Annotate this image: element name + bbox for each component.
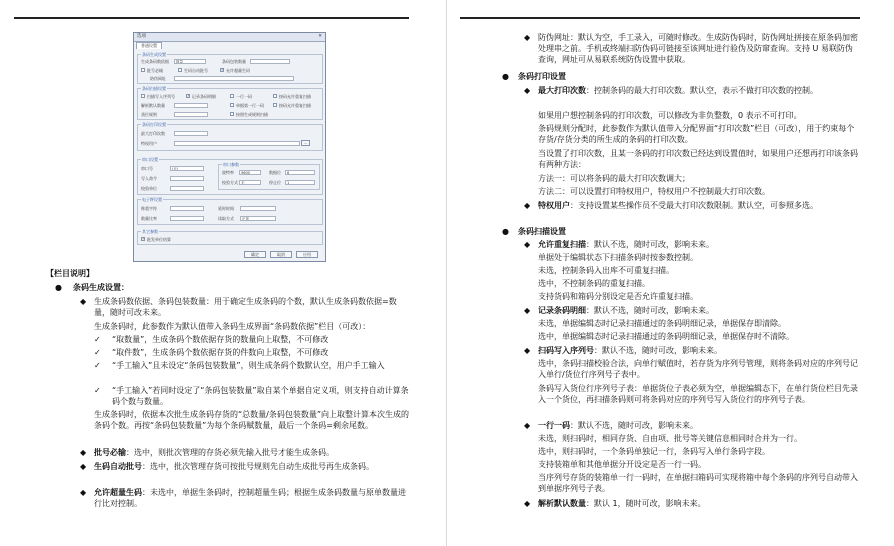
term: 记录条码明细 <box>538 306 586 315</box>
top-rule <box>460 17 860 19</box>
para-scan-serial <box>538 345 722 356</box>
check-unit-input[interactable] <box>170 186 204 191</box>
parity-select[interactable]: 无 <box>239 180 261 185</box>
baud-select[interactable]: 9600 <box>239 170 261 175</box>
scan-line: 选中，条码扫描校验合法，向单行赋值时，若存货为序列号管理，则将条码对应的序列号记入单行/货位行序列号子表中。 <box>538 359 858 379</box>
para-antifake-url <box>538 32 858 65</box>
scan-line: 未选，单据编辑态时记录扫描通过的条码明细记录，单据保存即清除。 <box>538 319 786 328</box>
heading-print: 条码打印设置 <box>518 72 566 81</box>
label-data-bits: 数据位 <box>269 170 281 175</box>
print-line: 当设置了打印次数，且某一条码的打印次数已经达到设置值时，如果用户还想再打印该条码有两种方法： <box>538 149 858 169</box>
group-barcode-generate <box>137 54 323 84</box>
group-title: 串口参数 <box>223 162 239 167</box>
term: 允许重复扫描 <box>538 240 586 249</box>
para-allow-excess <box>94 487 412 509</box>
com-port-select[interactable]: (无) <box>170 166 204 171</box>
cb-auto-batch[interactable] <box>178 68 182 72</box>
check-item: “取数量”，生成条码个数依据存货的数量向上取整，不可修改 <box>112 335 329 344</box>
term: 特权用户 <box>538 201 570 210</box>
group-title: 条码打印设置 <box>142 122 166 127</box>
scan-line: 选中，单据编辑态时记录扫描通过的条码明细记录，单据保存时不清除。 <box>538 332 794 341</box>
term: 扫码写入序列号 <box>538 346 594 355</box>
term: 允许超量生码 <box>94 488 142 497</box>
weigh-char-input[interactable] <box>170 206 204 211</box>
diamond-bullet: ◆ <box>524 421 531 430</box>
term: 最大打印次数 <box>538 86 586 95</box>
left-page <box>0 0 446 546</box>
group-serial-port <box>137 159 323 195</box>
diamond-bullet: ◆ <box>80 297 87 306</box>
location-rule-input[interactable] <box>174 112 208 117</box>
cb-one-row-one-code-label: 一行一码 <box>236 94 252 99</box>
desc: ：默认不选，随时可改，影响未来。 <box>586 306 714 315</box>
bullet-dot: ● <box>55 283 62 292</box>
desc: ：默认 1，随时可改，影响未来。 <box>586 499 706 508</box>
term: 一行一码 <box>538 421 570 430</box>
diamond-bullet: ◆ <box>524 33 531 42</box>
data-bits-select[interactable]: 8 <box>285 170 315 175</box>
label-max-print: 最大打印次数 <box>141 131 165 136</box>
diamond-bullet: ◆ <box>524 86 531 95</box>
group-title: 其它参数 <box>142 229 158 234</box>
desc: ：用于确定生成条码的个数，默认生成条码数依据=数量，随时可改未来。 <box>94 297 397 317</box>
cb-allow-repeat[interactable] <box>273 94 277 98</box>
dialog-titlebar <box>134 33 325 42</box>
group-scale <box>137 199 323 225</box>
label-default-qty: 解析默认数量 <box>141 103 165 108</box>
cb-wholesale-unit[interactable]: ✓ <box>142 237 145 241</box>
para-batch-required <box>94 447 412 458</box>
scan-line: 支持装箱单和其他单据分开设定是否一行一码。 <box>538 460 706 469</box>
max-print-input[interactable] <box>174 131 208 136</box>
cb-scan-by-rule-label: 按照生成规则扫描 <box>236 112 268 117</box>
label-stop-bits: 停止位 <box>269 180 281 185</box>
print-line: 条码规则分配时，此参数作为默认值带入分配界面“打印次数”栏目（可改），用于约束每个存货/存货分类的所生成的条码的打印次数。 <box>538 124 855 144</box>
para-auto-batch <box>94 461 412 472</box>
delay-input[interactable] <box>240 206 276 211</box>
check-item: “手工输入”且未设定“条码包装数量”，则生成条码个数默认空，用户手工输入 <box>112 361 385 370</box>
cb-allow-repeat-label: 按码允许重复扫描 <box>279 94 311 99</box>
label-check-unit: 校验单位 <box>141 186 157 191</box>
para-one-row-one-code <box>538 420 698 431</box>
scan-line: 选中，不控制条码的重复扫描。 <box>538 279 650 288</box>
label-privileged-user: 特权用户 <box>141 141 157 146</box>
desc: ：未选中，单据生条码时，控制超量生码；根据生成条码数量与原单数量进行比对控制。 <box>94 488 406 508</box>
print-line: 如果用户想控制条码的打印次数，可以修改为非负整数，0 表示不可打印。 <box>538 111 802 120</box>
generate-basis-select[interactable]: 数量 <box>174 59 206 64</box>
print-line: 方法一：可以将条码的最大打印次数调大； <box>538 174 690 183</box>
group-title: 条码生成设置 <box>142 52 166 57</box>
check-mark: ✓ <box>94 386 101 395</box>
bullet-dot: ● <box>502 227 509 236</box>
label-qty-ratio: 数量比率 <box>141 216 157 221</box>
group-port-params <box>218 164 320 190</box>
diamond-bullet: ◆ <box>524 346 531 355</box>
para-max-print <box>538 85 858 96</box>
check-mark: ✓ <box>94 348 101 357</box>
cb-box-repeat-label: 按码允许重复扫描 <box>279 103 311 108</box>
label-antifake-url: 防伪网址 <box>150 76 166 81</box>
label-location-rule: 货位规则 <box>141 112 157 117</box>
ok-button[interactable]: 确定 <box>244 251 266 258</box>
scan-line: 条码写入货位行序列号子表：单据货位子表必须为空，单据编辑态下，在单行货位栏目先录入一个货位，再扫描条码则可将条码对应的序列号写入货位行的序列号子表。 <box>538 384 858 404</box>
close-icon[interactable]: ✕ <box>318 34 322 39</box>
stop-bits-select[interactable]: 1 <box>285 180 315 185</box>
write-cmd-input[interactable] <box>170 176 204 181</box>
para-generate-basis <box>94 296 412 318</box>
read-mode-select[interactable]: 正常 <box>240 216 276 221</box>
desc: ：默认不选，随时可改，影响未来。 <box>586 240 714 249</box>
para-record-detail <box>538 305 714 316</box>
group-other <box>137 231 323 245</box>
cancel-button[interactable]: 取消 <box>270 251 292 258</box>
cb-batch-required[interactable] <box>141 68 145 72</box>
top-rule <box>14 17 409 19</box>
desc: ：选中，批次管理存货可按批号规则先自动生成批号再生成条码。 <box>142 462 374 471</box>
group-title: 电子秤设置 <box>142 197 162 202</box>
heading-generate: 条码生成设置： <box>73 283 129 292</box>
para-allow-repeat <box>538 239 714 250</box>
term: 防伪网址 <box>538 33 570 42</box>
desc: ：默认不选，随时可改，影响未来。 <box>570 421 698 430</box>
label-baud: 波特率 <box>222 170 234 175</box>
desc: ：选中，则批次管理的存货必须先输入批号才能生成条码。 <box>126 448 334 457</box>
tab-general[interactable]: 普通设置 <box>136 42 162 49</box>
term: 解析默认数量 <box>538 499 586 508</box>
label-parity: 校验方式 <box>222 180 238 185</box>
options-dialog <box>133 32 326 262</box>
para-privileged-user <box>538 200 858 211</box>
group-barcode-print <box>137 124 323 151</box>
right-page <box>448 0 894 546</box>
label-generate-basis: 生成条码数依据 <box>141 59 169 64</box>
diamond-bullet: ◆ <box>524 306 531 315</box>
term: 生码自动批号 <box>94 462 142 471</box>
diamond-bullet: ◆ <box>524 201 531 210</box>
default-qty-input[interactable] <box>174 103 208 108</box>
scan-line: 选中，则扫码时，一个条码单独记一行，条码写入单行条码字段。 <box>538 447 770 456</box>
para-calc: 生成条码时，依据本次批生成条码存货的“总数量/条码包装数量”向上取整计算本次生成的条码个数。再按“条码包装数量”为每个条码赋数量，最后一个条码=剩余尾数。 <box>94 410 409 430</box>
para-default-qty <box>538 498 706 509</box>
label-com-port: 串口号 <box>141 166 153 171</box>
section-heading: 【栏目说明】 <box>46 269 94 278</box>
cb-wholesale-unit-label: 批发单位结算 <box>147 237 171 242</box>
privileged-user-input[interactable] <box>174 141 300 146</box>
scan-line: 当序列号存货的装箱单一行一码时，在单据扫箱码可实现将箱中每个条码的序列号自动带入到单据序列号子表。 <box>538 473 858 493</box>
desc: ：控制条码的最大打印次数。默认空，表示不做打印次数的控制。 <box>586 86 818 95</box>
label-pack-qty: 条码包装数量 <box>222 59 246 64</box>
page-divider <box>446 0 447 546</box>
scan-line: 单据处于编辑状态下扫描条码时按参数控制。 <box>538 253 698 262</box>
label-write-cmd: 写入命令 <box>141 176 157 181</box>
diamond-bullet: ◆ <box>80 462 87 471</box>
term: 生成条码数依据、条码包装数量 <box>94 297 206 306</box>
cb-scan-serial-label: 扫描写入序列号 <box>147 94 175 99</box>
desc: ：默认为空，手工录入，可随时修改。生成防伪码时，防伪网址拼接在原条码加密处理串之前。手机或终端扫防伪码可链接至该网址进行验伪及防窜查询。支持 U 易联防伪查询，网址可从易联系统防伪设置中获取。 <box>538 33 858 64</box>
label-delay: 延时时间 <box>218 206 234 211</box>
diamond-bullet: ◆ <box>80 448 87 457</box>
cb-allow-excess-label: 允许超量生码 <box>226 68 250 73</box>
dialog-title: 选项 <box>137 34 146 39</box>
label-read-mode: 读取方式 <box>218 216 234 221</box>
group-title: 串口设置 <box>142 157 158 162</box>
cb-batch-required-label: 批号必输 <box>147 68 163 73</box>
cb-doc-one-row[interactable] <box>230 103 234 107</box>
bullet-dot: ● <box>502 72 509 81</box>
check-item: “取件数”，生成条码个数依据存货的件数向上取整，不可修改 <box>112 348 329 357</box>
diamond-bullet: ◆ <box>80 488 87 497</box>
scan-line: 未选，则扫码时，相同存货、自由项、批号等关键信息相同时合并为一行。 <box>538 434 802 443</box>
diamond-bullet: ◆ <box>524 499 531 508</box>
pack-qty-input[interactable] <box>250 59 290 64</box>
group-barcode-scan <box>137 88 323 120</box>
desc: ：支持设置某些操作员不受最大打印次数限制。默认空，可参照多选。 <box>570 201 818 210</box>
label-weigh-char: 称重字符 <box>141 206 157 211</box>
cb-box-repeat[interactable] <box>273 103 277 107</box>
scan-line: 未选，控制条码入出库不可重复扫描。 <box>538 266 674 275</box>
cb-one-row-one-code[interactable] <box>230 94 234 98</box>
term: 批号必输 <box>94 448 126 457</box>
cb-allow-excess[interactable]: ✓ <box>221 68 224 72</box>
cb-scan-serial[interactable] <box>141 94 145 98</box>
diamond-bullet: ◆ <box>524 240 531 249</box>
privileged-user-ref-button[interactable]: … <box>301 140 310 146</box>
check-mark: ✓ <box>94 335 101 344</box>
desc: ：默认不选，随时可改，影响未来。 <box>594 346 722 355</box>
heading-scan: 条码扫描设置 <box>518 227 566 236</box>
cb-doc-one-row-label: 单据第一行一码 <box>236 103 264 108</box>
antifake-url-input[interactable] <box>174 76 294 81</box>
check-item: “手工输入”若同时设定了“条码包装数量”取自某个单据自定义项，则支持自动计算条码个数与数量。 <box>112 386 409 406</box>
qty-ratio-input[interactable] <box>170 216 204 221</box>
check-mark: ✓ <box>94 361 101 370</box>
cb-record-detail[interactable]: ✓ <box>187 94 190 98</box>
cb-record-detail-label: 记录条码明细 <box>192 94 216 99</box>
group-title: 条码扫描设置 <box>142 86 166 91</box>
para-default-value: 生成条码时，此参数作为默认值带入条码生成界面“条码数依据”栏目（可改）： <box>94 322 371 331</box>
apply-button[interactable]: 应用 <box>296 251 318 258</box>
scan-line: 支持货码和箱码分别设定是否允许重复扫描。 <box>538 292 698 301</box>
print-line: 方法二：可以设置打印特权用户，特权用户不控制最大打印次数。 <box>538 187 770 196</box>
cb-scan-by-rule[interactable] <box>230 112 234 116</box>
cb-auto-batch-label: 生码自动批号 <box>184 68 208 73</box>
